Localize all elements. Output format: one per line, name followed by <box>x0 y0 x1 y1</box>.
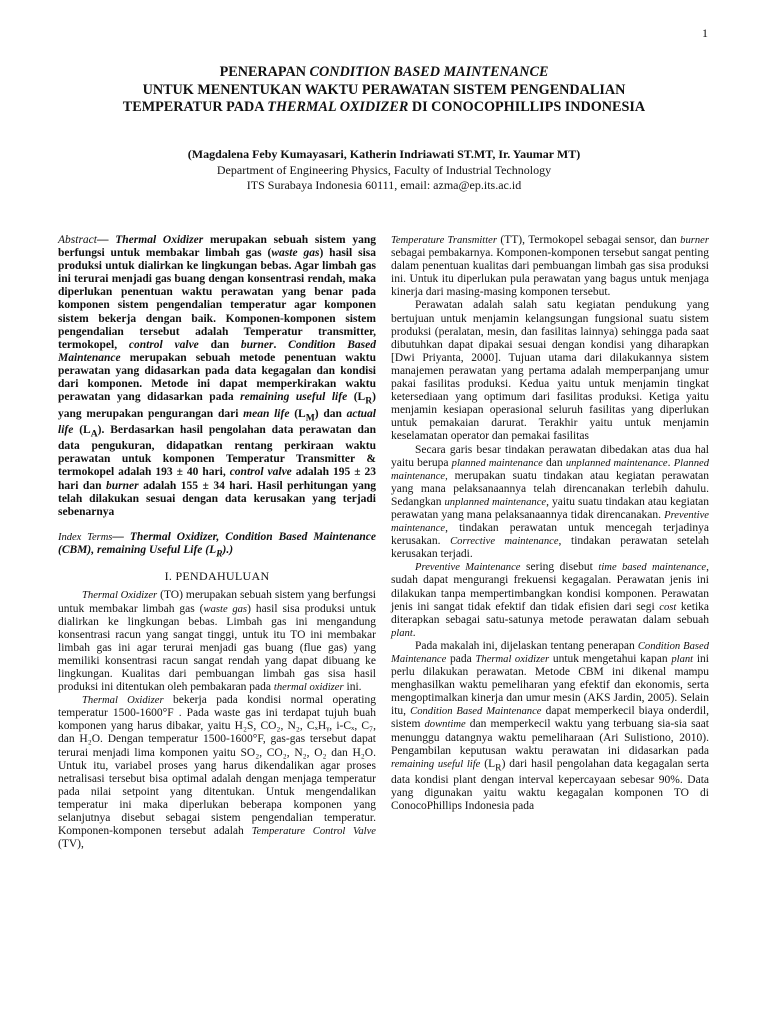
title-text: DI CONOCOPHILLIPS INDONESIA <box>408 99 646 115</box>
title-text: TEMPERATUR PADA <box>122 99 268 115</box>
abstract: Abstract— Thermal Oxidizer merupakan sebuah sistem yang berfungsi untuk membakar limbah gas (waste gas) hasil sisa produksi untuk dialirkan ke lingkungan bebas. Agar limbah gas ini terurai menjadi gas buang dengan konsentrasi rendah, maka diperlukan penentuan waktu perawatan yang benar pada komponen sistem pengendalian temperatur agar komponen sistem bekerja dengan baik. Komponen-komponen sistem pengendalian tersebut adalah Temperatur transmitter, termokopel, control valve dan burner. Condition Based Maintenance merupakan sebuah metode penentuan waktu perawatan yang didasarkan pada data kegagalan dan kondisi dari komponen. Metode ini dapat memperkirakan waktu perawatan yang didasarkan pada remaining useful life $(L_R)$ yang merupakan pengurangan dari mean life $(L_M)$ dan actual life $(L_A)$. Berdasarkan hasil pengolahan data perawatan dan data pengukuran, didapatkan rentang perkiraan waktu perawatan untuk komponen Temperatur Transmitter & termokopel adalah 193 ± 40 hari, control valve adalah 195 ± 23 hari dan burner adalah 155 ± 34 hari. Hasil perhitungan yang telah dilakukan sesuai dengan data kerusakan yang terjadi sebenarnya <box>58 234 376 518</box>
paper-title <box>40 64 728 117</box>
affiliation: ITS Surabaya Indonesia 60111, email: azma@ep.its.ac.id <box>246 178 522 192</box>
title-text: THERMAL OXIDIZER <box>267 99 409 115</box>
title-text: UNTUK MENENTUKAN WAKTU PERAWATAN SISTEM PENGENDALIAN <box>142 81 626 98</box>
right-column <box>391 234 709 813</box>
paragraph: Preventive Maintenance sering disebut time based maintenance, sudah dapat mengurangi frekuensi kegagalan. Perawatan jenis ini dilakukan tanpa mempertimbangkan kondisi komponen. Perawatan jenis ini sangat tidak efektif dan tidak efisien dari segi cost ketika diterapkan sebagai satu-satunya metode perawatan dalam sebuah plant. <box>391 561 709 639</box>
left-column <box>58 234 376 851</box>
paragraph: Thermal Oxidizer bekerja pada kondisi normal operating temperatur 1500-1600°F . Pada waste gas ini terdapat tujuh buah komponen yang harus dibakar, yaitu H₂S, CO₂, N₂, CₓHᵧ, i-Cₓ, C₇, dan H₂O. Dengan temperatur 1500-1600°F, gas-gas tersebut dapat terurai menjadi lima komponen yaitu SO₂, CO₂, N₂, O₂ dan H₂O. Untuk itu, variabel proses yang harus dikendalikan agar proses netralisasi tersebut bisa optimal adalah dengan menjaga temperatur pada nilai setpoint yang ditentukan. Untuk mengendalikan temperatur ini maka diperlukan beberapa komponen yang selanjutnya disebut sebagai sistem pengendalian temperatur. Komponen-komponen tersebut adalah Temperature Control Valve (TV), <box>58 694 376 851</box>
affiliation: Department of Engineering Physics, Faculty of Industrial Technology <box>216 162 552 177</box>
paragraph: Perawatan adalah salah satu kegiatan pendukung yang bertujuan untuk menjamin kelangsungan fungsional suatu sistem produksi (peralatan, mesin, dan fasilitas lainnya) sehingga pada saat dibutuhkan dapat dipakai sesuai dengan kondisi yang diharapkan [Dwi Priyanta, 2000]. Tujuan utama dari dilakukannya sistem manajemen perawatan yang pertama adalah memperpanjang umur pakai fasilitas produksi. Kedua yaitu untuk menjamin tingkat ketersediaan yang optimum dari fasilitas produksi. Ketiga yaitu menjamin kesiapan operasional seluruh fasilitas yang diperlukan untuk pemakaian darurat. Terakhir yaitu untuk menjamin keselamatan operator dan pemakai fasilitas <box>391 299 709 443</box>
authors: (Magdalena Feby Kumayasari, Katherin Indriawati ST.MT, Ir. Yaumar MT) <box>187 147 581 161</box>
paragraph: Secara garis besar tindakan perawatan dibedakan atas dua hal yaitu berupa planned maintenance dan unplanned maintenance. Planned maintenance, merupakan suatu tindakan atau kegiatan perawatan yang mana pelaksanaannya telah direncanakan terlebih dahulu. Sedangkan unplanned maintenance, yaitu suatu tindakan atau kegiatan perawatan yang mana pelaksanaannya tidak direncanakan. Preventive maintenance, tindakan perawatan untuk mencegah terjadinya kerusakan. Corrective maintenance, tindakan perawatan setelah kerusakan terjadi. <box>391 443 710 561</box>
authors-block <box>40 147 728 194</box>
paragraph: Pada makalah ini, dijelaskan tentang penerapan Condition Based Maintenance pada Thermal oxidizer untuk mengetahui kapan plant ini perlu dilakukan perawatan. Metode CBM ini dikenal mampu menghasilkan waktu pemeliharan yang efektif dan ekonomis, serta mengoptimalkan kinerja dan umur mesin (AKS Jardin, 2005). Selain itu, Condition Based Maintenance dapat memperkecil biaya onderdil, sistem downtime dan memperkecil waktu yang terbuang sia-sia saat menunggu datangnya waktu pemeliharaan (Ari Sulistiono, 2010). Pengambilan keputusan waktu perawatan ini didasarkan pada remaining useful life $(L_R)$ dari hasil pengolahan data kegagalan serta data kondisi plant dengan interval kepercayaan sebesar 90%. Data yang digunakan yaitu waktu kegagalan komponen TO di ConocoPhillips Indonesia pada <box>391 639 710 813</box>
title-text: CONDITION BASED MAINTENANCE <box>309 64 549 80</box>
paragraph: Thermal Oxidizer (TO) merupakan sebuah sistem yang berfungsi untuk membakar limbah gas (waste gas) hasil sisa produksi untuk dialirkan ke lingkungan bebas. Limbah gas ini mengandung konsentrasi racun yang sangat tinggi, untuk itu TO ini membakar limbah gas ini agar terurai menjadi gas buang (flue gas) yang memiliki konsentrasi racun sangat rendah yang dapat dibuang ke lingkungan. Kualitas dari pembuangan limbah gas sisa hasil produksi ini ditentukan oleh pembakaran pada thermal oxidizer ini. <box>58 589 376 694</box>
page-number: 1 <box>702 26 708 40</box>
section-heading: I. PENDAHULUAN <box>164 569 270 584</box>
paragraph: Temperature Transmitter (TT), Termokopel sebagai sensor, dan burner sebagai pembakarnya. Komponen-komponen tersebut sangat penting dalam penentuan kualitas dari pembuangan limbah gas sisa produksi ini. Untuk itu diperlukan pula perawatan yang bagus untuk menjaga kinerja dari masing-masing komponen tersebut. <box>391 234 709 299</box>
index-terms: Index Terms— Thermal Oxidizer, Condition Based Maintenance (CBM), remaining Useful Life $(L_R)$.) <box>58 530 376 560</box>
title-text: PENERAPAN <box>219 64 310 80</box>
